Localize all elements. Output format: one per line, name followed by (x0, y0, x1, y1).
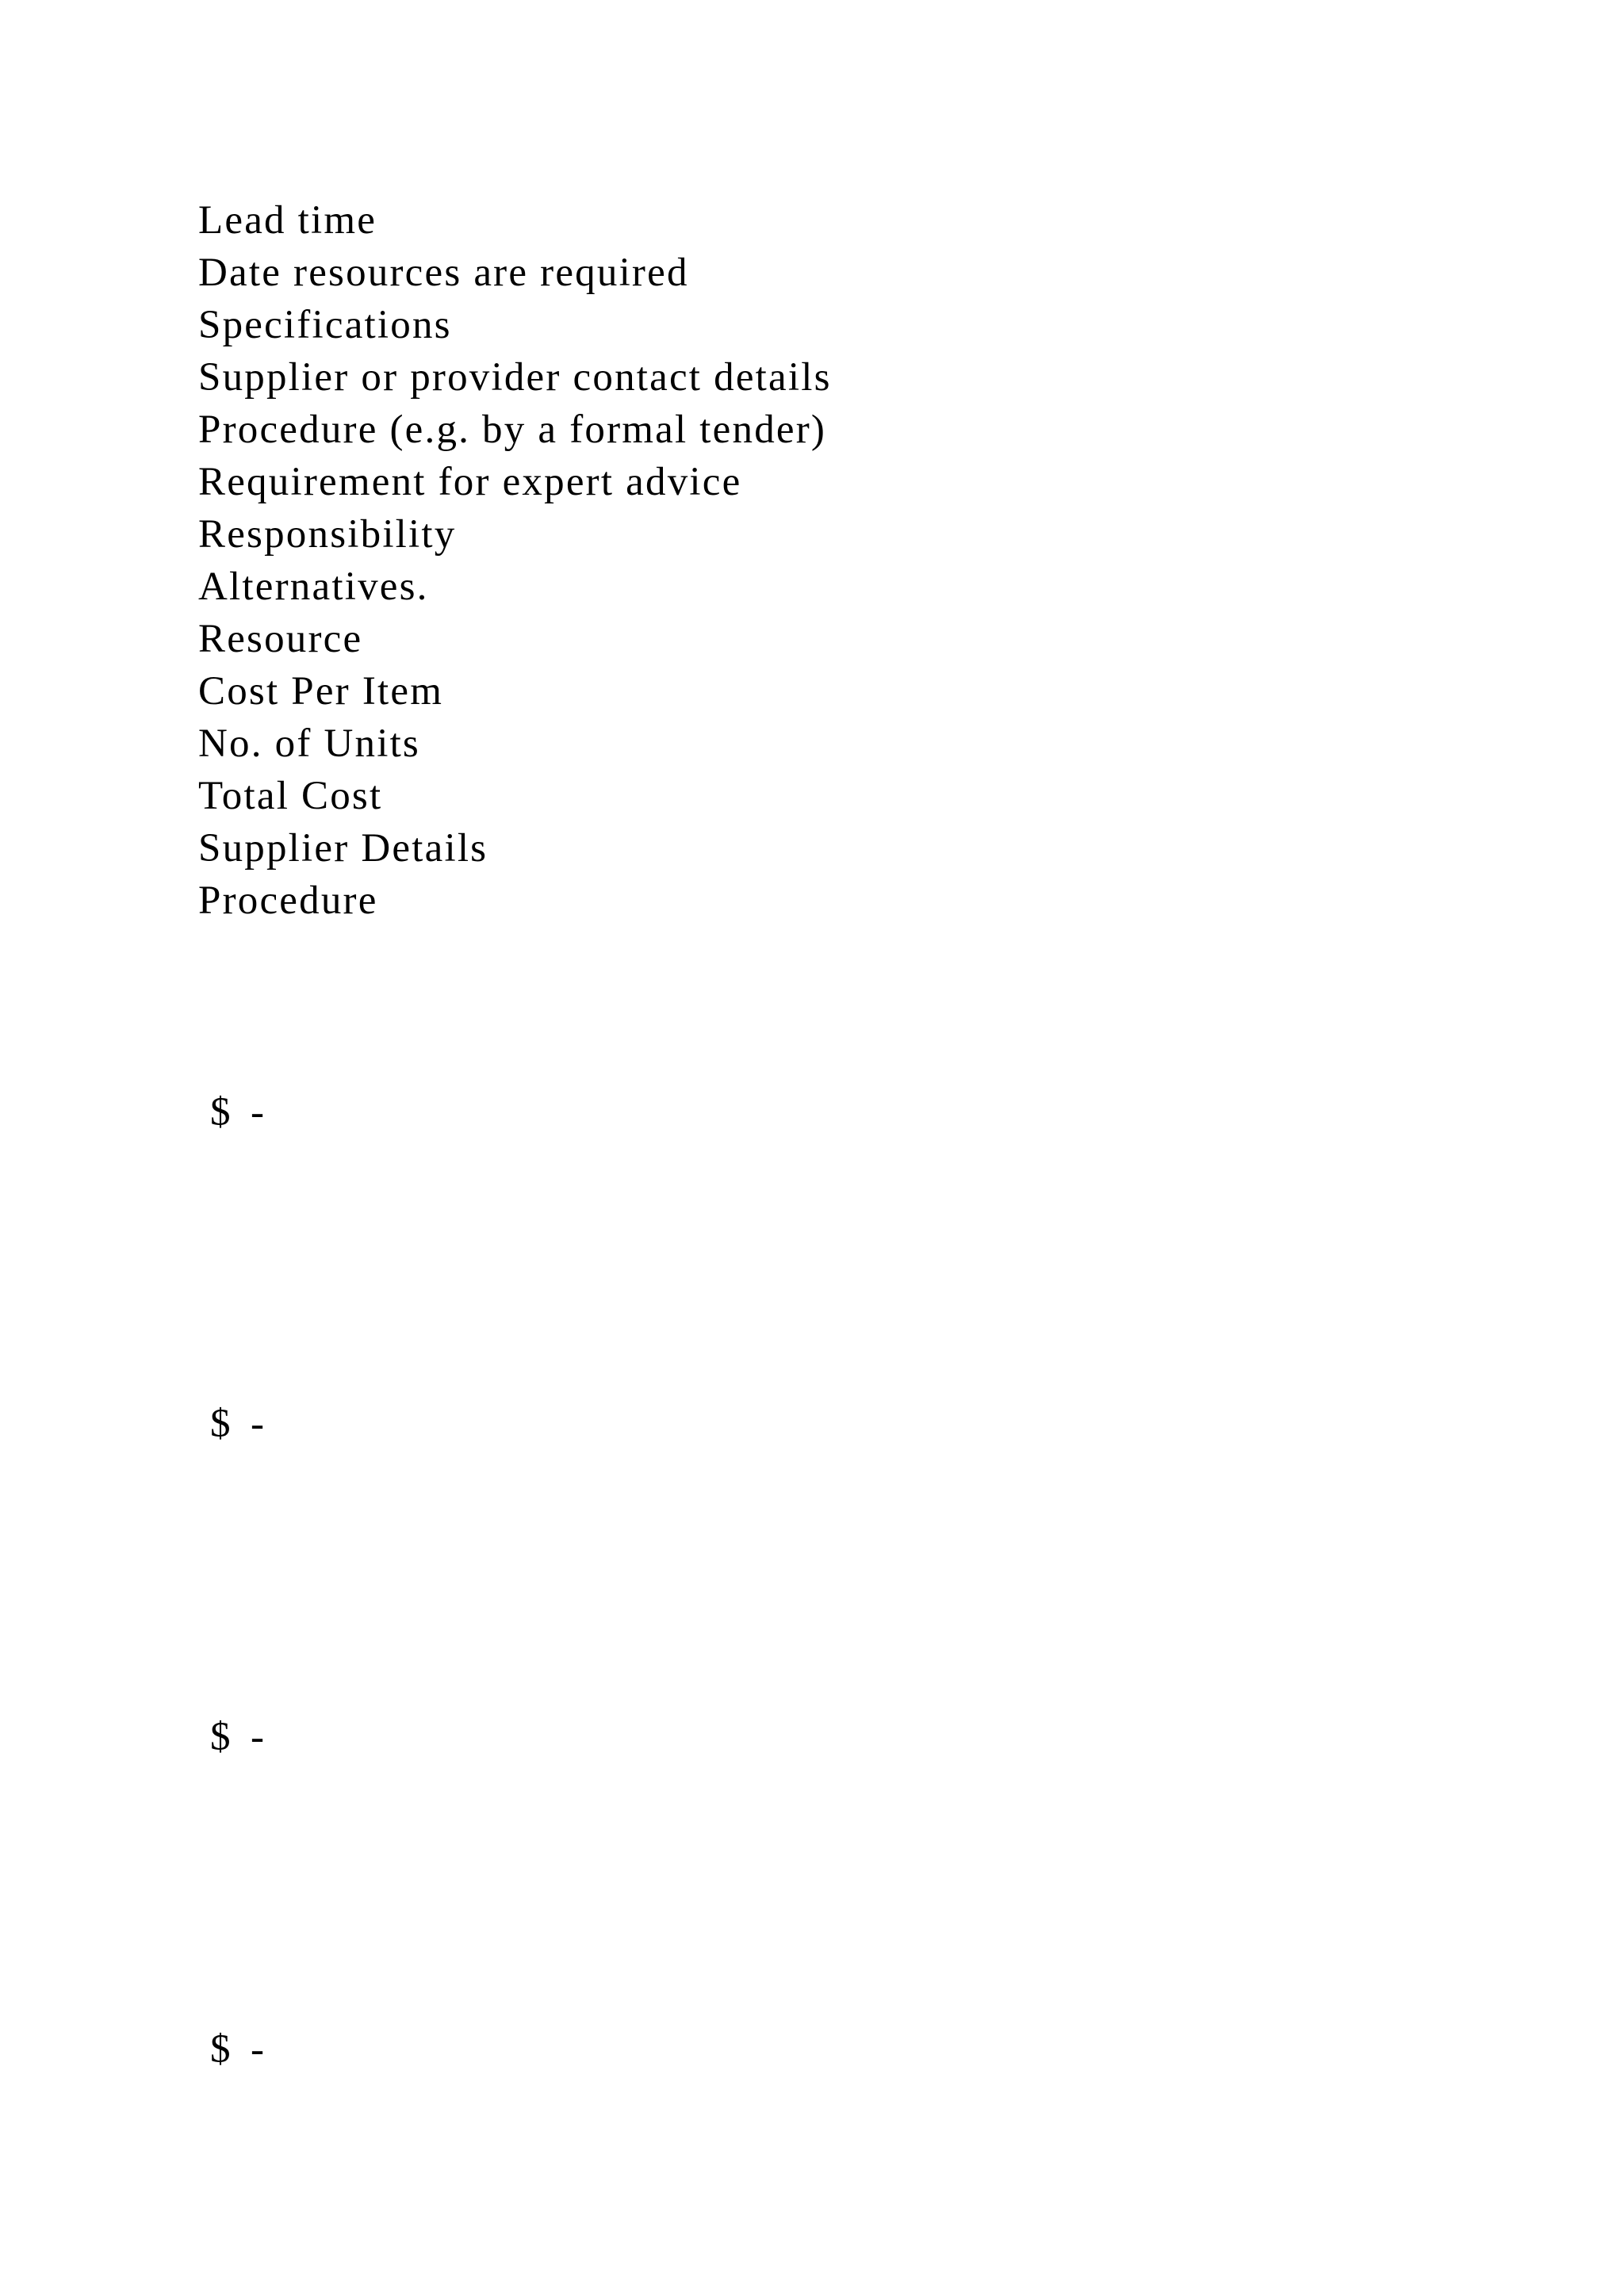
amount-value-2: $ - (210, 1402, 264, 1446)
amount-value-1: $ - (210, 1090, 264, 1135)
text-line-total-cost: Total Cost (198, 774, 383, 818)
text-line-date-required: Date resources are required (198, 251, 689, 295)
amount-value-4: $ - (210, 2027, 264, 2072)
text-line-responsibility: Responsibility (198, 512, 457, 557)
text-line-supplier-details: Supplier Details (198, 826, 488, 871)
text-line-cost-per-item: Cost Per Item (198, 669, 444, 714)
text-line-specifications: Specifications (198, 303, 452, 347)
text-line-lead-time: Lead time (198, 198, 377, 243)
text-line-procedure: Procedure (198, 878, 378, 923)
amount-value-3: $ - (210, 1715, 264, 1759)
text-line-resource: Resource (198, 617, 363, 661)
text-line-procedure-tender: Procedure (e.g. by a formal tender) (198, 408, 827, 452)
text-lines (198, 194, 832, 927)
text-line-expert-advice: Requirement for expert advice (198, 460, 742, 504)
text-line-supplier-contact: Supplier or provider contact details (198, 355, 832, 400)
text-line-no-of-units: No. of Units (198, 721, 420, 766)
text-line-alternatives: Alternatives. (198, 564, 429, 609)
